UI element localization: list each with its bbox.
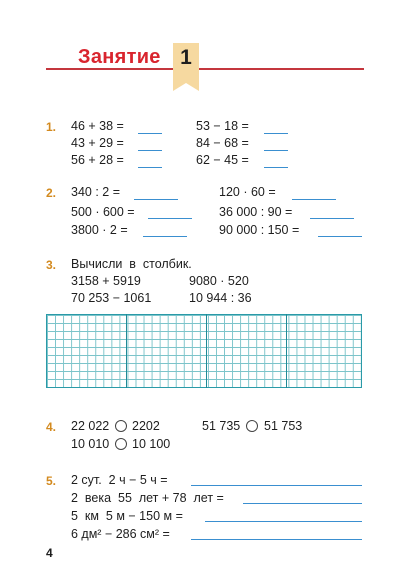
ex4-left-1: 22 022 [71,419,110,433]
ex2-expr-1: 340 : 2 = [71,185,120,199]
ex1-expr-4: 53 − 18 = [196,119,249,133]
answer-blank[interactable] [243,503,362,504]
answer-blank[interactable] [138,150,162,151]
ex3-instruction: Вычисли в столбик. [71,257,192,271]
ex5-line-1: 2 сут. 2 ч − 5 ч = [71,473,168,487]
ex1-expr-3: 56 + 28 = [71,153,124,167]
answer-blank[interactable] [292,199,336,200]
comparison-circle[interactable] [115,420,127,432]
ex4-right-3: 10 100 [132,437,171,451]
exercise-number-2: 2. [46,186,57,200]
ex4-right-1: 2202 [132,419,160,433]
ex5-line-4: 6 дм² − 286 см² = [71,527,170,541]
answer-blank[interactable] [191,485,362,486]
answer-blank[interactable] [264,133,288,134]
ex3-task-3: 9080 · 520 [189,274,249,288]
exercise-number-3: 3. [46,258,57,272]
ex2-expr-2: 500 · 600 = [71,205,135,219]
ex5-line-3: 5 км 5 м − 150 м = [71,509,183,523]
answer-blank[interactable] [264,167,288,168]
ex2-expr-6: 90 000 : 150 = [219,223,300,237]
comparison-circle[interactable] [115,438,127,450]
ex1-expr-5: 84 − 68 = [196,136,249,150]
answer-blank[interactable] [318,236,362,237]
answer-blank[interactable] [134,199,178,200]
ex1-expr-6: 62 − 45 = [196,153,249,167]
ex5-line-2: 2 века 55 лет + 78 лет = [71,491,224,505]
ex2-expr-4: 120 · 60 = [219,185,276,199]
answer-blank[interactable] [138,133,162,134]
ex2-expr-3: 3800 · 2 = [71,223,128,237]
ex3-task-2: 70 253 − 1061 [71,291,152,305]
answer-blank[interactable] [148,218,192,219]
answer-blank[interactable] [205,521,362,522]
ex4-left-2: 51 735 [202,419,241,433]
grid-divider [206,314,207,388]
grid-divider [286,314,287,388]
ex3-task-1: 3158 + 5919 [71,274,141,288]
ex1-expr-2: 43 + 29 = [71,136,124,150]
comparison-circle[interactable] [246,420,258,432]
answer-blank[interactable] [264,150,288,151]
exercise-number-1: 1. [46,120,57,134]
grid-divider [126,314,127,388]
exercise-number-4: 4. [46,420,57,434]
answer-blank[interactable] [310,218,354,219]
ex4-left-3: 10 010 [71,437,110,451]
page-number: 4 [46,546,53,560]
page-title: Занятие [78,46,161,68]
exercise-number-5: 5. [46,474,57,488]
answer-blank[interactable] [143,236,187,237]
ex2-expr-5: 36 000 : 90 = [219,205,293,219]
ex1-expr-1: 46 + 38 = [71,119,124,133]
answer-blank[interactable] [138,167,162,168]
lesson-number: 1 [180,46,192,69]
ex4-right-2: 51 753 [264,419,303,433]
calculation-grid[interactable] [46,314,362,388]
answer-blank[interactable] [191,539,362,540]
ex3-task-4: 10 944 : 36 [189,291,252,305]
